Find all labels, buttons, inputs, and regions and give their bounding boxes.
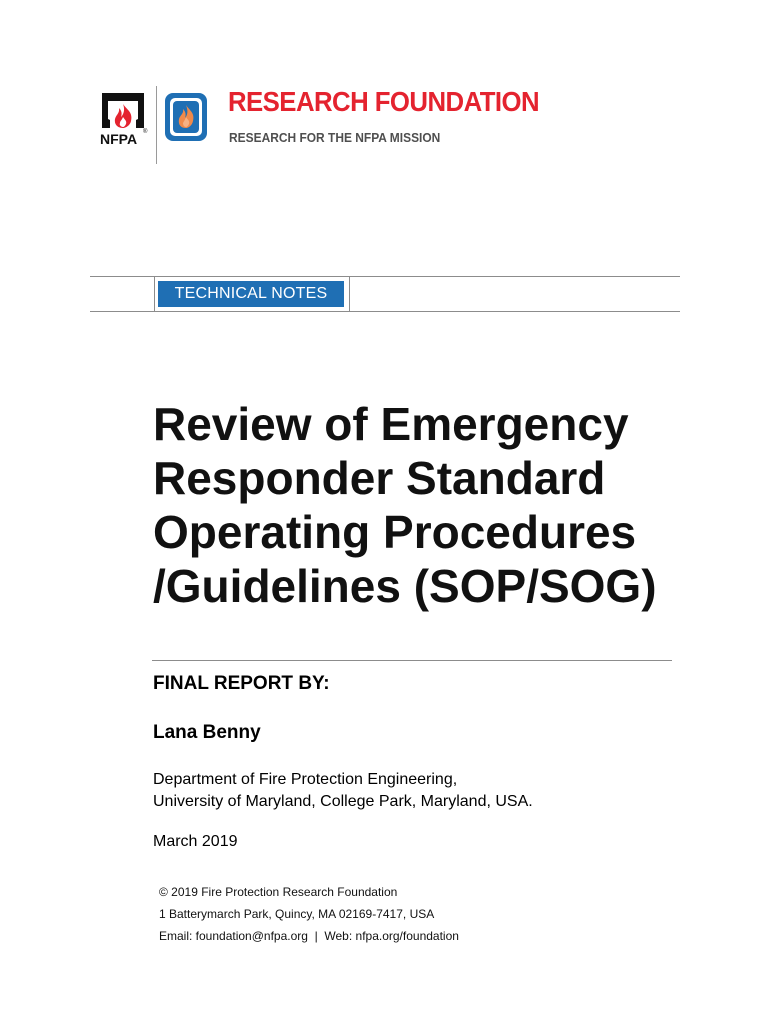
foundation-contact: Email: foundation@nfpa.org | Web: nfpa.org/foundation — [159, 929, 459, 943]
svg-text:NFPA: NFPA — [100, 131, 138, 147]
title-line: Operating Procedures — [153, 506, 637, 558]
title-line: Responder Standard — [153, 452, 606, 504]
final-report-heading: FINAL REPORT BY: — [153, 673, 330, 694]
title-line: /Guidelines (SOP/SOG) — [153, 560, 657, 612]
author-affiliation — [153, 769, 533, 813]
affiliation-line: Department of Fire Protection Engineering, — [153, 771, 458, 788]
research-foundation-title: RESEARCH FOUNDATION — [228, 86, 540, 117]
band-left-divider — [154, 276, 155, 312]
title-line: Review of Emergency — [153, 398, 629, 450]
band-right-divider — [349, 276, 350, 312]
document-title — [153, 397, 713, 613]
affiliation-line: University of Maryland, College Park, Maryland, USA. — [153, 793, 533, 810]
title-divider — [152, 660, 672, 661]
nfpa-logo — [97, 90, 153, 148]
report-date: March 2019 — [153, 833, 238, 850]
technical-notes-label: TECHNICAL NOTES — [174, 285, 328, 302]
band-top-rule — [90, 276, 680, 277]
copyright-notice: © 2019 Fire Protection Research Foundation — [159, 885, 398, 899]
research-foundation-logo — [164, 92, 208, 142]
author-name: Lana Benny — [153, 722, 261, 743]
svg-text:®: ® — [143, 129, 148, 135]
band-bottom-rule — [90, 311, 680, 312]
foundation-address: 1 Batterymarch Park, Quincy, MA 02169-7417, USA — [159, 907, 435, 921]
technical-notes-badge — [158, 281, 344, 307]
logo-divider — [156, 86, 157, 164]
research-foundation-subtitle: RESEARCH FOR THE NFPA MISSION — [229, 130, 441, 145]
